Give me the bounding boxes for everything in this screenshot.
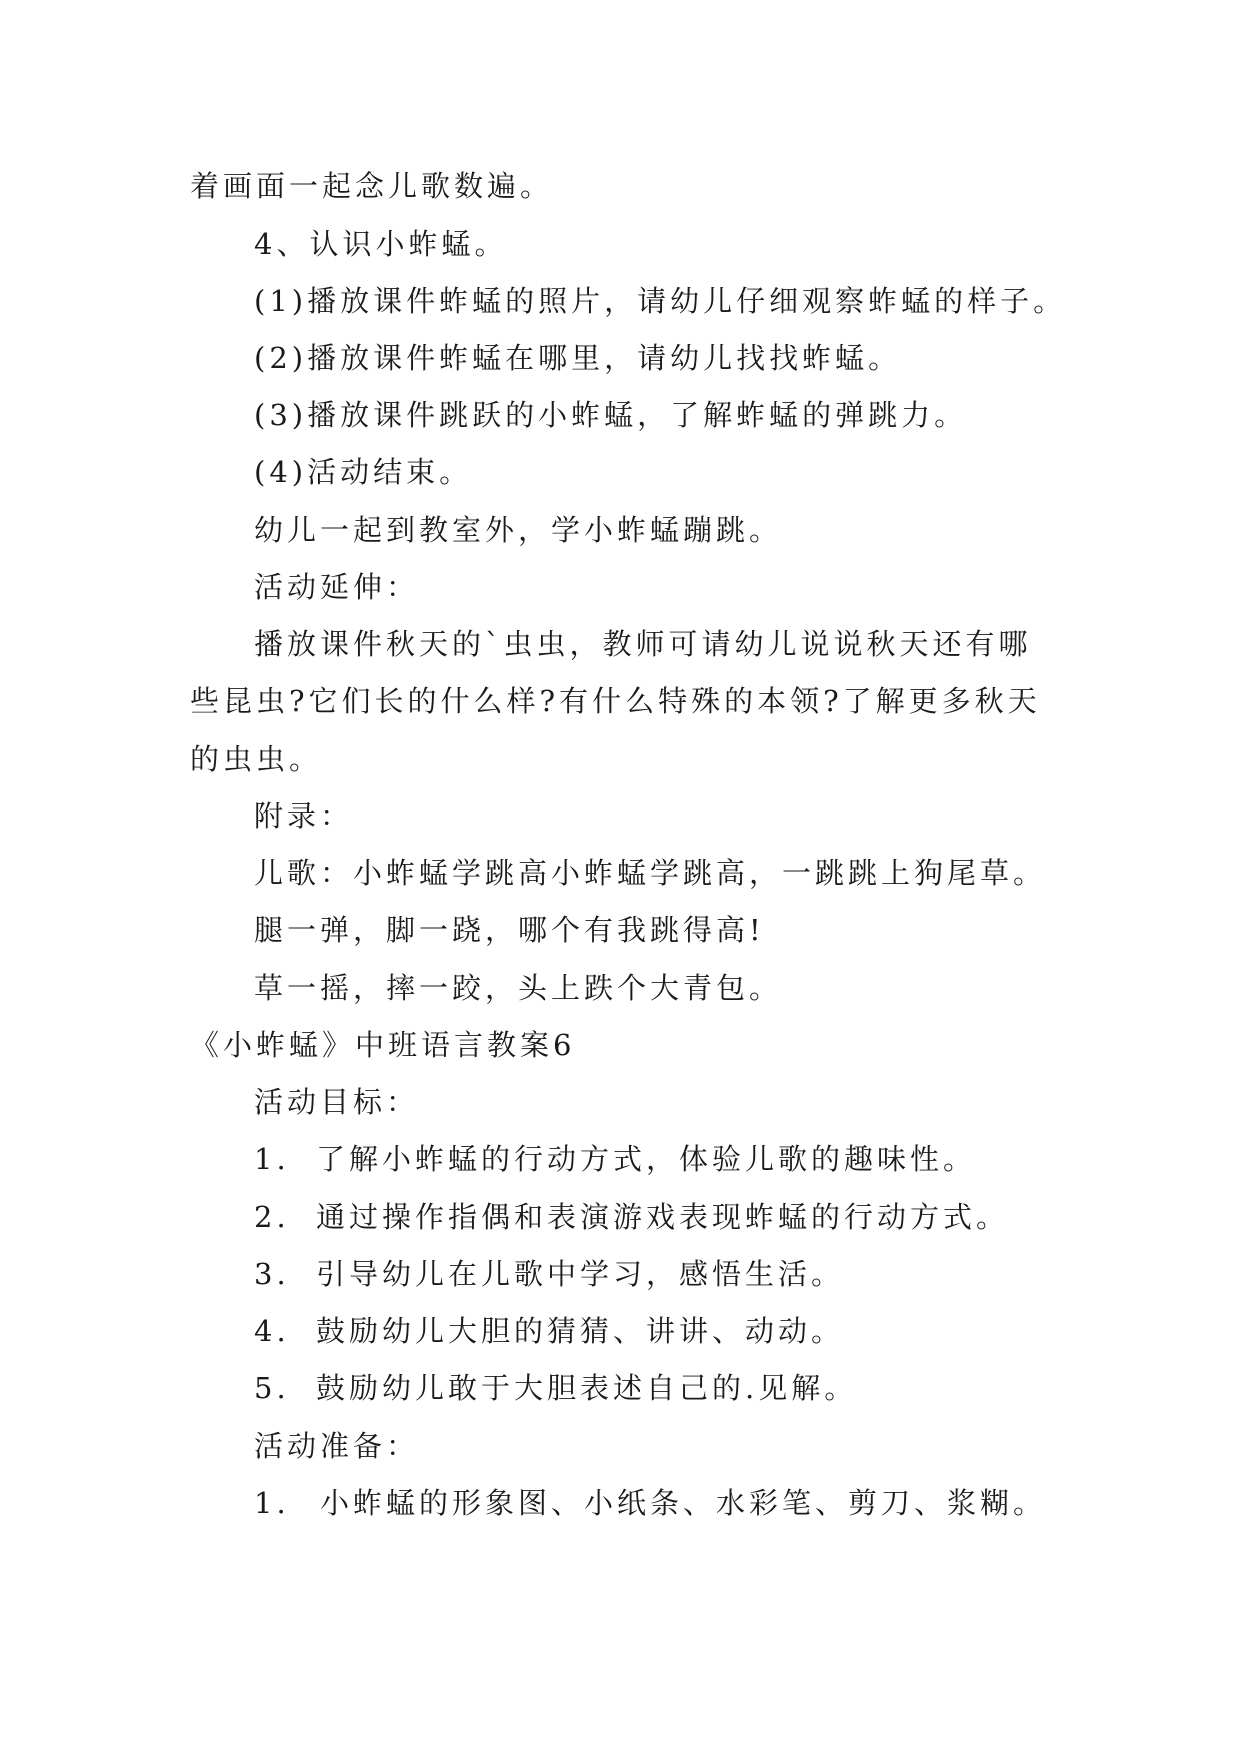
goal-text: 通过操作指偶和表演游戏表现蚱蜢的行动方式。 <box>316 1200 1010 1234</box>
section-heading: 4、认识小蚱蜢。 <box>254 227 508 261</box>
paragraph-line: 的虫虫。 <box>190 742 323 776</box>
goal-item <box>254 1199 1009 1235</box>
section-heading: 附录： <box>254 799 354 833</box>
section-heading: 活动延伸： <box>254 570 420 604</box>
goal-text: 引导幼儿在儿歌中学习，感悟生活。 <box>316 1257 845 1291</box>
goal-number: 5. <box>254 1371 290 1405</box>
poem-line: 腿一弹，脚一跷，哪个有我跳得高! <box>254 913 765 947</box>
section-heading: 活动准备： <box>254 1429 420 1463</box>
goal-text: 了解小蚱蜢的行动方式，体验儿歌的趣味性。 <box>316 1142 977 1176</box>
paragraph-line: 播放课件秋天的`虫虫，教师可请幼儿说说秋天还有哪 <box>254 627 1032 661</box>
paragraph-line: 些昆虫?它们长的什么样?有什么特殊的本领?了解更多秋天 <box>190 684 1041 718</box>
list-item: (1)播放课件蚱蜢的照片，请幼儿仔细观察蚱蜢的样子。 <box>254 284 1067 318</box>
paragraph-line: 着画面一起念儿歌数遍。 <box>190 169 554 203</box>
document-title: 《小蚱蜢》中班语言教案6 <box>190 1028 576 1062</box>
list-item: (4)活动结束。 <box>254 455 473 489</box>
prep-item <box>254 1485 1046 1521</box>
goal-text: 鼓励幼儿敢于大胆表述自己的.见解。 <box>316 1371 858 1405</box>
list-item: (2)播放课件蚱蜢在哪里，请幼儿找找蚱蜢。 <box>254 341 902 375</box>
goal-item <box>254 1313 844 1349</box>
poem-line: 儿歌：小蚱蜢学跳高小蚱蜢学跳高，一跳跳上狗尾草。 <box>254 856 1047 890</box>
goal-number: 2. <box>254 1200 290 1234</box>
section-heading: 活动目标： <box>254 1085 420 1119</box>
goal-item <box>254 1370 857 1406</box>
goal-number: 3. <box>254 1257 290 1291</box>
prep-number: 1. <box>254 1486 290 1520</box>
goal-item <box>254 1256 844 1292</box>
poem-line: 草一摇，摔一跤，头上跌个大青包。 <box>254 971 783 1005</box>
prep-text: 小蚱蜢的形象图、小纸条、水彩笔、剪刀、浆糊。 <box>320 1486 1047 1520</box>
goal-number: 4. <box>254 1314 290 1348</box>
goal-number: 1. <box>254 1142 290 1176</box>
goal-text: 鼓励幼儿大胆的猜猜、讲讲、动动。 <box>316 1314 845 1348</box>
list-item: (3)播放课件跳跃的小蚱蜢，了解蚱蜢的弹跳力。 <box>254 398 968 432</box>
goal-item <box>254 1141 976 1177</box>
paragraph-line: 幼儿一起到教室外，学小蚱蜢蹦跳。 <box>254 513 783 547</box>
